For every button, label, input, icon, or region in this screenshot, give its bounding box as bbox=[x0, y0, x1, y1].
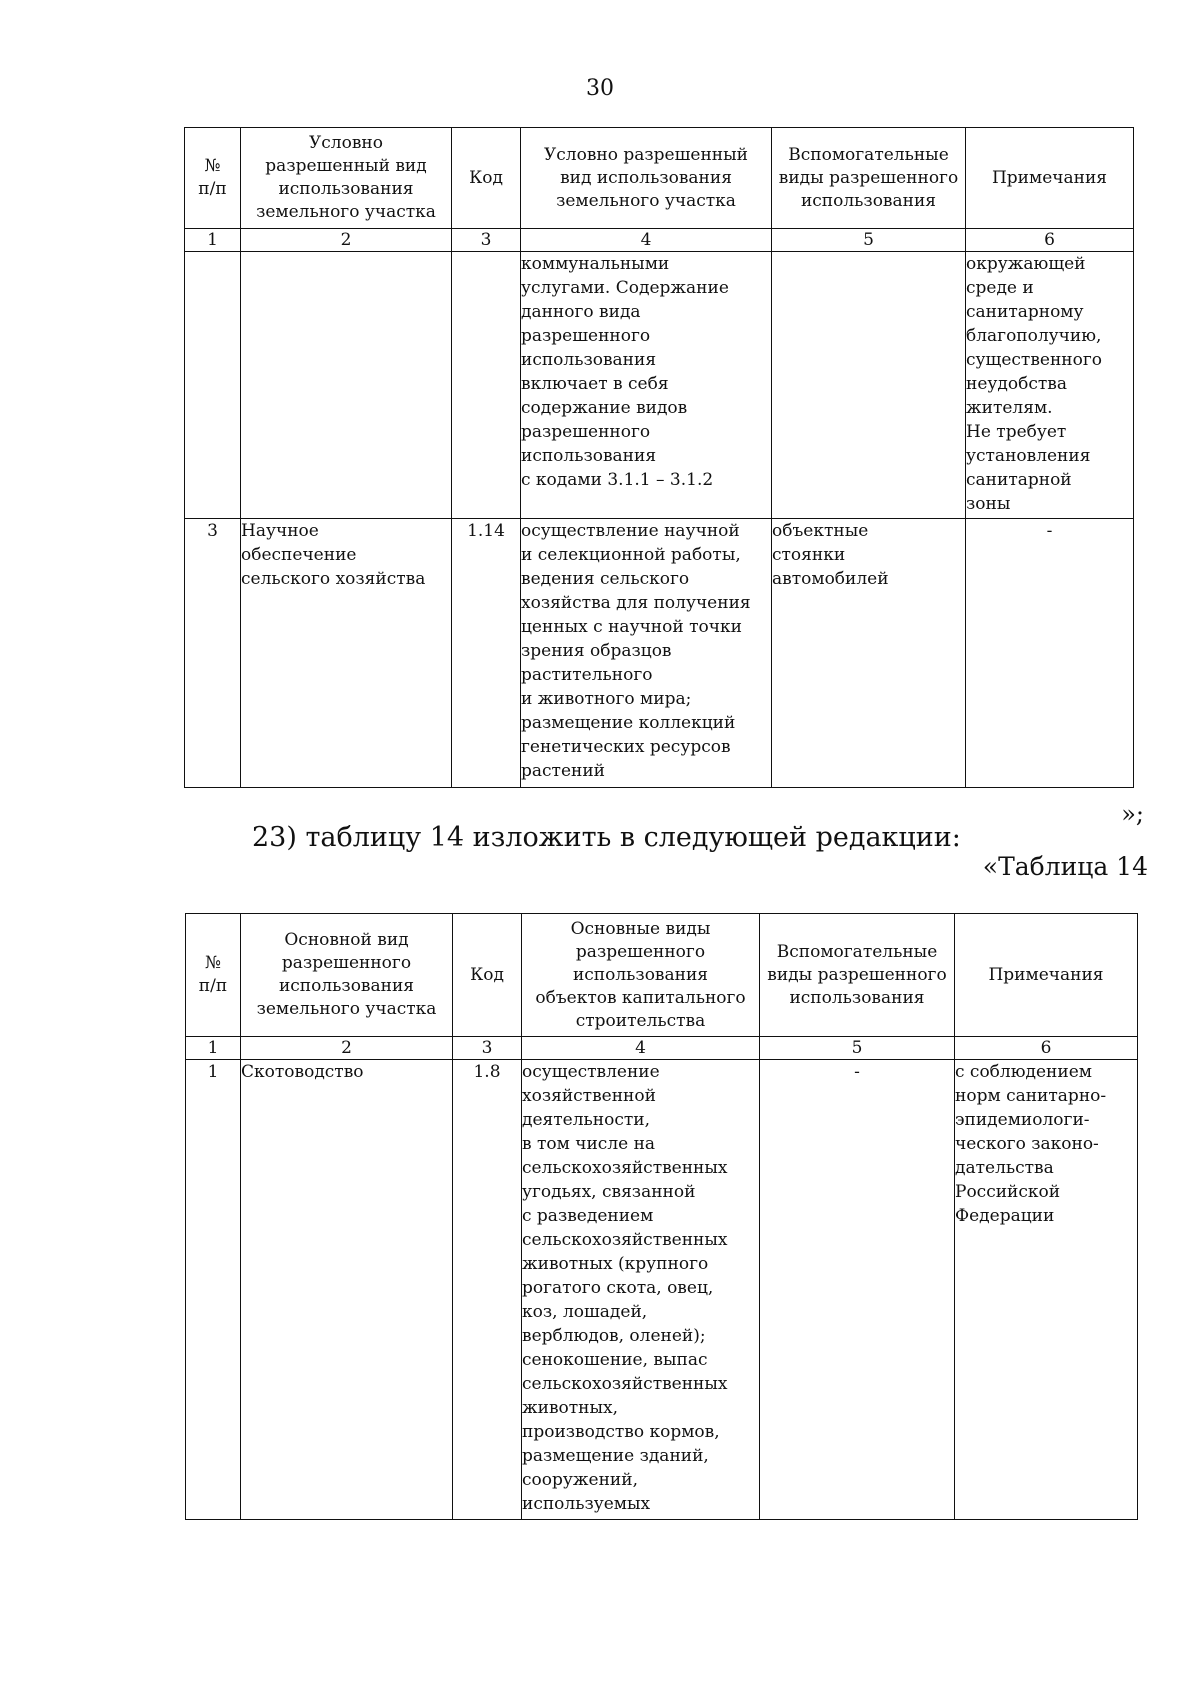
column-number: 6 bbox=[966, 229, 1134, 252]
row-auxiliary bbox=[772, 252, 966, 519]
row-use-type: Скотоводство bbox=[241, 1060, 453, 1520]
header-number: № п/п bbox=[185, 128, 241, 229]
row-number bbox=[185, 252, 241, 519]
row-auxiliary: объектные стоянки автомобилей bbox=[772, 519, 966, 788]
row-use-type bbox=[241, 252, 452, 519]
row-number: 3 bbox=[185, 519, 241, 788]
header-number: № п/п bbox=[186, 914, 241, 1037]
header-notes: Примечания bbox=[966, 128, 1134, 229]
row-description: осуществление хозяйственной деятельности, в том числе на сельскохозяйственных угодьях, связанной с разведением сельскохозяйственных животных (крупного рогатого скота, овец, коз, лошадей, верблюдов, оленей); сенокошение, выпас сельскохозяйственных животных, производство кормов, размещение зданий, сооружений, используемых bbox=[522, 1060, 760, 1520]
column-number: 3 bbox=[453, 1037, 522, 1060]
header-notes: Примечания bbox=[955, 914, 1138, 1037]
table-row bbox=[185, 252, 1134, 519]
column-number: 4 bbox=[521, 229, 772, 252]
header-auxiliary-uses: Вспомогательные виды разрешенного использования bbox=[760, 914, 955, 1037]
column-number-row bbox=[185, 229, 1134, 252]
row-code bbox=[452, 252, 521, 519]
column-number: 6 bbox=[955, 1037, 1138, 1060]
column-number: 2 bbox=[241, 1037, 453, 1060]
column-number: 5 bbox=[772, 229, 966, 252]
header-auxiliary-uses: Вспомогательные виды разрешенного использования bbox=[772, 128, 966, 229]
table-14 bbox=[185, 913, 1138, 1520]
closing-quote: »; bbox=[1121, 800, 1144, 828]
row-auxiliary: - bbox=[760, 1060, 955, 1520]
column-number: 4 bbox=[522, 1037, 760, 1060]
header-code: Код bbox=[453, 914, 522, 1037]
column-number: 2 bbox=[241, 229, 452, 252]
table-conditional-use bbox=[184, 127, 1134, 788]
row-code: 1.14 bbox=[452, 519, 521, 788]
table-header-row bbox=[185, 128, 1134, 229]
row-note: окружающей среде и санитарному благополучию, существенного неудобства жителям. Не требует установления санитарной зоны bbox=[966, 252, 1134, 519]
table-caption: «Таблица 14 bbox=[982, 852, 1148, 881]
table-header-row bbox=[186, 914, 1138, 1037]
column-number: 1 bbox=[185, 229, 241, 252]
header-use-description: Условно разрешенный вид использования земельного участка bbox=[521, 128, 772, 229]
row-note: - bbox=[966, 519, 1134, 788]
header-use-type: Условно разрешенный вид использования земельного участка bbox=[241, 128, 452, 229]
row-description: осуществление научной и селекционной работы, ведения сельского хозяйства для получения ценных с научной точки зрения образцов растительного и животного мира; размещение коллекций генетических ресурсов растений bbox=[521, 519, 772, 788]
header-main-use-type: Основной вид разрешенного использования земельного участка bbox=[241, 914, 453, 1037]
column-number: 1 bbox=[186, 1037, 241, 1060]
row-number: 1 bbox=[186, 1060, 241, 1520]
row-description: коммунальными услугами. Содержание данного вида разрешенного использования включает в себя содержание видов разрешенного использования с кодами 3.1.1 – 3.1.2 bbox=[521, 252, 772, 519]
row-code: 1.8 bbox=[453, 1060, 522, 1520]
table-row bbox=[186, 1060, 1138, 1520]
column-number: 3 bbox=[452, 229, 521, 252]
row-use-type: Научное обеспечение сельского хозяйства bbox=[241, 519, 452, 788]
header-code: Код bbox=[452, 128, 521, 229]
header-capital-construction-uses: Основные виды разрешенного использования объектов капитального строительства bbox=[522, 914, 760, 1037]
table-row bbox=[185, 519, 1134, 788]
amendment-text: 23) таблицу 14 изложить в следующей редакции: bbox=[252, 822, 961, 853]
row-note: с соблюдением норм санитарно- эпидемиологи- ческого законо- дательства Российской Федерации bbox=[955, 1060, 1138, 1520]
page-number: 30 bbox=[586, 76, 614, 101]
column-number: 5 bbox=[760, 1037, 955, 1060]
column-number-row bbox=[186, 1037, 1138, 1060]
